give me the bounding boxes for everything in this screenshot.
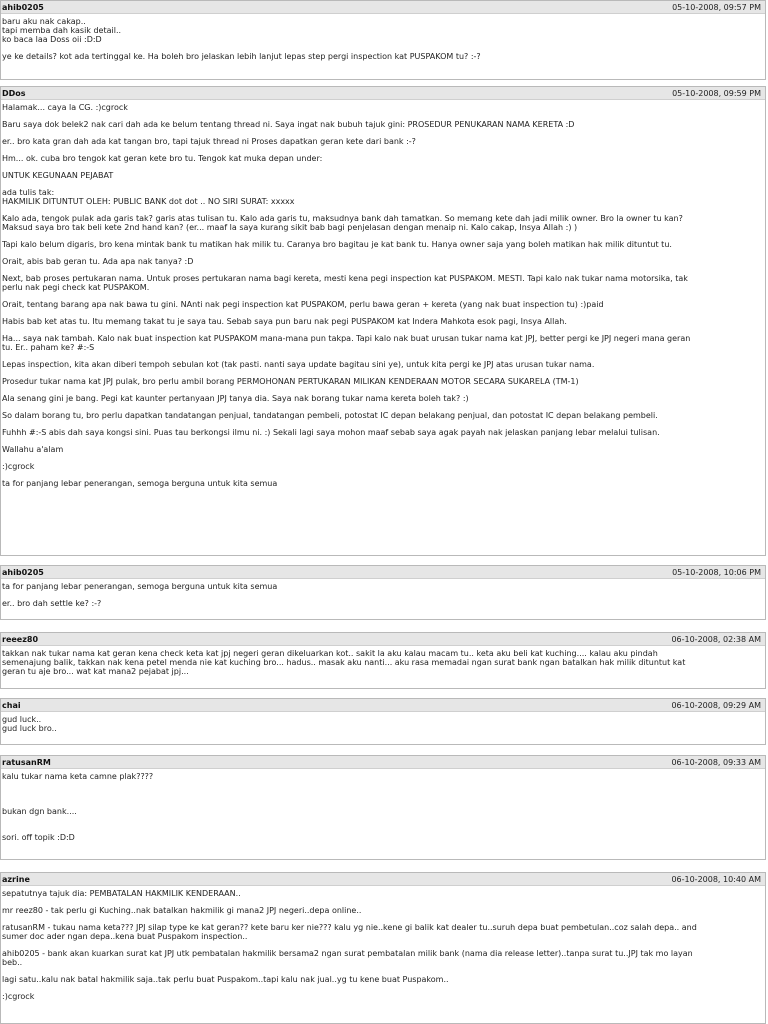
post-paragraph: sepatutnya tajuk dia: PEMBATALAN HAKMILIK KENDERAAN.. xyxy=(2,889,241,898)
post-paragraph: Hm... ok. cuba bro tengok kat geran kete bro tu. Tengok kat muka depan under: xyxy=(2,154,323,163)
forum-post xyxy=(0,632,766,689)
post-paragraph: ta for panjang lebar penerangan, semoga berguna untuk kita semua xyxy=(2,582,278,591)
post-paragraph: Lepas inspection, kita akan diberi tempoh sebulan kot (tak pasti. nanti saya update bagitau sini ye), untuk kita pergi ke JPJ atas urusan tukar nama. xyxy=(2,360,595,369)
post-timestamp: 06-10-2008, 02:38 AM xyxy=(671,634,761,644)
post-paragraph: ahib0205 - bank akan kuarkan surat kat JPJ utk pembatalan hakmilik bersama2 ngan surat pembatalan milik bank (nama dia release letter)..tanpa surat tu..JPJ tak mo layan beb.. xyxy=(2,949,693,967)
post-paragraph: Next, bab proses pertukaran nama. Untuk proses pertukaran nama bagi kereta, mesti kena pegi inspection kat PUSPAKOM. MESTI. Tapi kalo nak tukar nama motorsika, tak perlu nak pegi check kat PUSPAKOM. xyxy=(2,274,688,292)
post-paragraph: kalu tukar nama keta camne plak???? xyxy=(2,772,154,781)
post-paragraph: Baru saya dok belek2 nak cari dah ada ke belum tentang thread ni. Saya ingat nak bubuh tajuk gini: PROSEDUR PENUKARAN NAMA KERETA :D xyxy=(2,120,575,129)
post-header xyxy=(1,1,765,14)
post-paragraph: Kalo ada, tengok pulak ada garis tak? garis atas tulisan tu. Kalo ada garis tu, maksudnya bank dah tamatkan. So memang kete dah jadi milik owner. Bro la owner tu kan? Maksud saya bro tak beli kete 2nd hand kan? (er... maaf la saya kurang sikit bab bagi penjelasan dengan menaip ni. Kalo cakap, Insya Allah :) ) xyxy=(2,214,683,232)
post-paragraph: Prosedur tukar nama kat JPJ pulak, bro perlu ambil borang PERMOHONAN PERTUKARAN MILIKAN KENDERAAN MOTOR SECARA SUKARELA (TM-1) xyxy=(2,377,579,386)
post-paragraph: ye ke details? kot ada tertinggal ke. Ha boleh bro jelaskan lebih lanjut lepas step pergi inspection kat PUSPAKOM tu? :-? xyxy=(2,52,481,61)
post-paragraph: Habis bab ket atas tu. Itu memang takat tu je saya tau. Sebab saya pun baru nak pegi PUSPAKOM kat Indera Mahkota esok pagi, Insya Allah. xyxy=(2,317,567,326)
forum-post xyxy=(0,872,766,1024)
post-timestamp: 05-10-2008, 09:57 PM xyxy=(672,2,761,12)
post-paragraph: sori. off topik :D:D xyxy=(2,833,75,842)
post-header xyxy=(1,566,765,579)
post-paragraph: baru aku nak cakap.. tapi memba dah kasik detail.. ko baca laa Doss oii :D:D xyxy=(2,17,122,44)
post-paragraph: :)cgrock xyxy=(2,462,35,471)
post-paragraph: Tapi kalo belum digaris, bro kena mintak bank tu matikan hak milik tu. Caranya bro bagitau je kat bank tu. Hanya owner saja yang boleh matikan hak milik dituntut tu. xyxy=(2,240,672,249)
forum-post xyxy=(0,755,766,860)
forum-post xyxy=(0,565,766,620)
post-username[interactable]: reeez80 xyxy=(2,634,39,644)
post-paragraph: ta for panjang lebar penerangan, semoga berguna untuk kita semua xyxy=(2,479,278,488)
post-username[interactable]: ratusanRM xyxy=(2,757,51,767)
post-header xyxy=(1,873,765,886)
post-header xyxy=(1,699,765,712)
post-paragraph: er.. bro kata gran dah ada kat tangan bro, tapi tajuk thread ni Proses dapatkan geran kete dari bank :-? xyxy=(2,137,416,146)
post-paragraph: mr reez80 - tak perlu gi Kuching..nak batalkan hakmilik gi mana2 JPJ negeri..depa online.. xyxy=(2,906,362,915)
post-paragraph: Halamak... caya la CG. :)cgrock xyxy=(2,103,128,112)
post-paragraph: Orait, tentang barang apa nak bawa tu gini. NAnti nak pegi inspection kat PUSPAKOM, perlu bawa geran + kereta (yang nak buat inspection tu) :)paid xyxy=(2,300,604,309)
post-paragraph: bukan dgn bank.... xyxy=(2,807,77,816)
post-timestamp: 06-10-2008, 10:40 AM xyxy=(671,874,761,884)
post-body xyxy=(1,100,765,490)
post-paragraph: Fuhhh #:-S abis dah saya kongsi sini. Puas tau berkongsi ilmu ni. :) Sekali lagi saya mohon maaf sebab saya agak payah nak jelaskan panjang lebar melalui tulisan. xyxy=(2,428,660,437)
forum-post xyxy=(0,698,766,745)
post-username[interactable]: DDos xyxy=(2,88,26,98)
post-username[interactable]: chai xyxy=(2,700,21,710)
post-paragraph: gud luck.. gud luck bro.. xyxy=(2,715,57,733)
post-paragraph: So dalam borang tu, bro perlu dapatkan tandatangan penjual, tandatangan pembeli, potostat IC depan belakang penjual, dan potostat IC depan belakang pembeli. xyxy=(2,411,658,420)
post-body xyxy=(1,646,765,678)
post-header xyxy=(1,633,765,646)
post-timestamp: 06-10-2008, 09:29 AM xyxy=(671,700,761,710)
post-paragraph: ada tulis tak: HAKMILIK DITUNTUT OLEH: PUBLIC BANK dot dot .. NO SIRI SURAT: xxxxx xyxy=(2,188,295,206)
post-header xyxy=(1,87,765,100)
post-paragraph: lagi satu..kalu nak batal hakmilik saja..tak perlu buat Puspakom..tapi kalu nak jual..yg tu kene buat Puspakom.. xyxy=(2,975,449,984)
post-paragraph: er.. bro dah settle ke? :-? xyxy=(2,599,102,608)
post-body xyxy=(1,579,765,610)
forum-post xyxy=(0,0,766,80)
post-username[interactable]: ahib0205 xyxy=(2,2,44,12)
post-paragraph: Wallahu a'alam xyxy=(2,445,64,454)
post-body xyxy=(1,886,765,1003)
post-timestamp: 05-10-2008, 09:59 PM xyxy=(672,88,761,98)
post-body xyxy=(1,769,765,844)
forum-post xyxy=(0,86,766,556)
post-body xyxy=(1,712,765,735)
post-paragraph: Ala senang gini je bang. Pegi kat kaunter pertanyaan JPJ tanya dia. Saya nak borang tukar nama kereta boleh tak? :) xyxy=(2,394,469,403)
post-paragraph: Ha... saya nak tambah. Kalo nak buat inspection kat PUSPAKOM mana-mana pun takpa. Tapi kalo nak buat urusan tukar nama kat JPJ, better pergi ke JPJ negeri mana geran tu. Er.. paham ke? #:-S xyxy=(2,334,691,352)
post-paragraph: Orait, abis bab geran tu. Ada apa nak tanya? :D xyxy=(2,257,194,266)
post-username[interactable]: azrine xyxy=(2,874,30,884)
post-timestamp: 05-10-2008, 10:06 PM xyxy=(672,567,761,577)
post-header xyxy=(1,756,765,769)
post-body xyxy=(1,14,765,63)
post-paragraph: UNTUK KEGUNAAN PEJABAT xyxy=(2,171,114,180)
post-timestamp: 06-10-2008, 09:33 AM xyxy=(671,757,761,767)
post-paragraph: :)cgrock xyxy=(2,992,35,1001)
post-username[interactable]: ahib0205 xyxy=(2,567,44,577)
post-paragraph: takkan nak tukar nama kat geran kena check keta kat jpj negeri geran dikeluarkan kot.. sakit la aku kalau macam tu.. keta aku beli kat kuching.... kalau aku pindah semenajung balik, takkan nak kena petel menda nie kat kuching bro... hadus.. masak aku nanti... aku rasa memadai ngan surat bank ngan batalkan hak milik dituntut kat geran tu aje bro... wat kat mana2 pejabat jpj... xyxy=(2,649,686,676)
post-paragraph: ratusanRM - tukau nama keta??? JPJ silap type ke kat geran?? kete baru ker nie??? kalu yg nie..kene gi balik kat dealer tu..suruh depa buat pembetulan..coz salah depa.. and sumer doc ader ngan depa..kena buat Puspakom inspection.. xyxy=(2,923,697,941)
